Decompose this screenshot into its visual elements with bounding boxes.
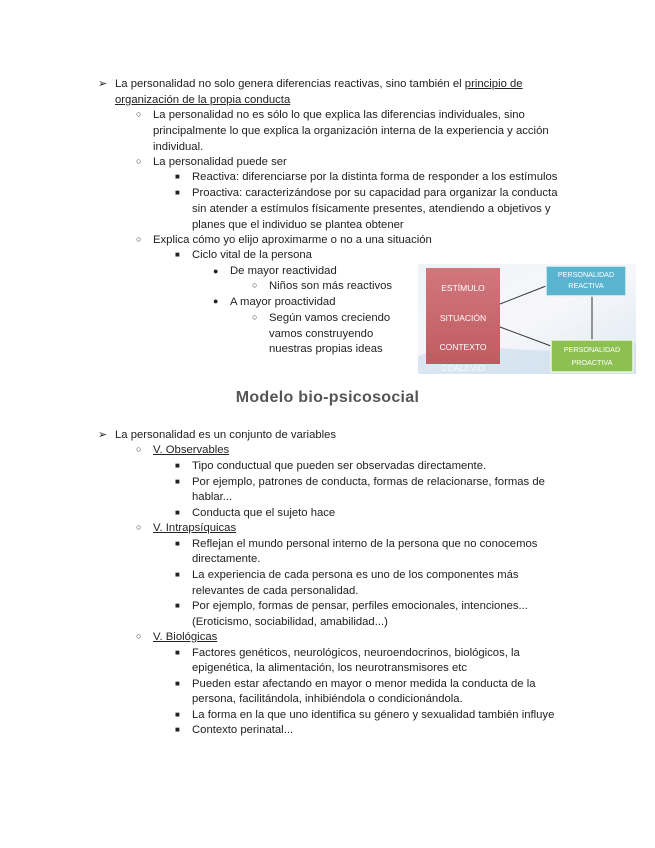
list-item-cont: nuestras propias ideas — [269, 343, 383, 355]
list-item: Reflejan el mundo personal interno de la persona que no conocemos — [192, 538, 538, 550]
list-item-cont: epigenética, la alimentación, los neurotransmisores etc — [192, 662, 468, 674]
list-item: Según vamos creciendo — [269, 312, 391, 324]
list-item: La personalidad no es sólo lo que explica las diferencias individuales, sino — [153, 109, 525, 121]
arrow-bullet-icon: ➢ — [98, 429, 108, 441]
square-bullet-icon: ■ — [175, 508, 180, 517]
square-bullet-icon: ■ — [175, 250, 180, 259]
square-bullet-icon: ■ — [175, 477, 180, 486]
list-item: Niños son más reactivos — [269, 280, 393, 292]
list-item: A mayor proactividad — [230, 296, 336, 308]
circle-bullet-icon: ○ — [136, 109, 142, 119]
section2-intro: La personalidad es un conjunto de variables — [115, 429, 337, 441]
reactive-box-line1: PERSONALIDAD — [557, 270, 615, 279]
square-bullet-icon: ■ — [175, 539, 180, 548]
list-item: Por ejemplo, patrones de conducta, formas de relacionarse, formas de — [192, 476, 545, 488]
square-bullet-icon: ■ — [175, 570, 180, 579]
list-item: La personalidad puede ser — [153, 156, 287, 168]
list-item-cont: directamente. — [192, 553, 261, 565]
list-item: Reactiva: diferenciarse por la distinta forma de responder a los estímulos — [192, 171, 558, 183]
circle-bullet-icon: ○ — [136, 234, 142, 244]
list-item: Conducta que el sujeto hace — [192, 507, 336, 519]
square-bullet-icon: ■ — [175, 461, 180, 470]
list-item: Proactiva: caracterizándose por su capacidad para organizar la conducta — [192, 187, 558, 199]
list-item-cont: relevantes de cada personalidad. — [192, 585, 359, 597]
list-item-cont: sin atender a estímulos físicamente presentes, atendiendo a objetivos y — [192, 203, 551, 215]
list-item: Tipo conductual que pueden ser observadas directamente. — [192, 460, 487, 472]
list-item: La forma en la que uno identifica su género y sexualidad también influye — [192, 709, 555, 721]
square-bullet-icon: ■ — [175, 648, 180, 657]
dot-bullet-icon: ● — [213, 296, 219, 306]
list-item-cont: vamos construyendo — [269, 328, 374, 340]
personality-diagram — [418, 264, 636, 374]
reactive-box-line2: REACTIVA — [568, 281, 604, 290]
square-bullet-icon: ■ — [175, 172, 180, 181]
list-item: Ciclo vital de la persona — [192, 249, 312, 261]
list-item: Factores genéticos, neurológicos, neuroendocrinos, biológicos, la — [192, 647, 520, 659]
proactive-box-line2: PROACTIVA — [571, 358, 613, 367]
intro-underlined-phrase-cont: organización de la propia conducta — [115, 94, 291, 106]
label-cut: COALEVIO — [441, 363, 485, 373]
intro-text: La personalidad no solo genera diferencias reactivas, sino también el — [115, 78, 465, 90]
circle-bullet-icon: ○ — [136, 631, 142, 641]
list-item: Pueden estar afectando en mayor o menor medida la conducta de la — [192, 678, 536, 690]
circle-bullet-icon: ○ — [252, 312, 258, 322]
square-bullet-icon: ■ — [175, 679, 180, 688]
biologicas-title: V. Biológicas — [153, 631, 218, 643]
diagram-svg — [418, 264, 636, 374]
list-item: Explica cómo yo elijo aproximarme o no a una situación — [153, 234, 432, 246]
observables-title: V. Observables — [153, 444, 230, 456]
list-item-cont: persona, facilitándola, inhibiéndola o condicionándola. — [192, 693, 463, 705]
list-item-cont: (Eroticismo, sociabilidad, amabilidad...) — [192, 616, 388, 628]
circle-bullet-icon: ○ — [136, 444, 142, 454]
circle-bullet-icon: ○ — [252, 280, 258, 290]
intro-paragraph — [115, 77, 523, 92]
list-item: La experiencia de cada persona es uno de los componentes más — [192, 569, 519, 581]
list-item: Por ejemplo, formas de pensar, perfiles emocionales, intenciones... — [192, 600, 528, 612]
arrow-bullet-icon: ➢ — [98, 78, 108, 90]
intro-underlined-phrase: principio de — [464, 78, 523, 90]
list-item-cont: hablar... — [192, 491, 233, 503]
list-item: De mayor reactividad — [230, 265, 337, 277]
proactive-box-line1: PERSONALIDAD — [563, 345, 621, 354]
section-heading: Modelo bio-psicosocial — [235, 389, 420, 406]
list-item-cont: principalmente lo que explica la organización interna de la experiencia y acción — [153, 125, 549, 137]
list-item: Contexto perinatal... — [192, 724, 294, 736]
list-item-cont: individual. — [153, 141, 204, 153]
list-item-cont: planes que el individuo se plantea obtener — [192, 219, 404, 231]
square-bullet-icon: ■ — [175, 710, 180, 719]
label-contexto: CONTEXTO — [439, 342, 487, 352]
circle-bullet-icon: ○ — [136, 156, 142, 166]
label-estimulo: ESTÍMULO — [441, 283, 485, 293]
label-situacion: SITUACIÓN — [439, 313, 487, 323]
intrapsiquicas-title: V. Intrapsíquicas — [153, 522, 237, 534]
square-bullet-icon: ■ — [175, 725, 180, 734]
circle-bullet-icon: ○ — [136, 522, 142, 532]
square-bullet-icon: ■ — [175, 188, 180, 197]
square-bullet-icon: ■ — [175, 601, 180, 610]
dot-bullet-icon: ● — [213, 266, 219, 276]
